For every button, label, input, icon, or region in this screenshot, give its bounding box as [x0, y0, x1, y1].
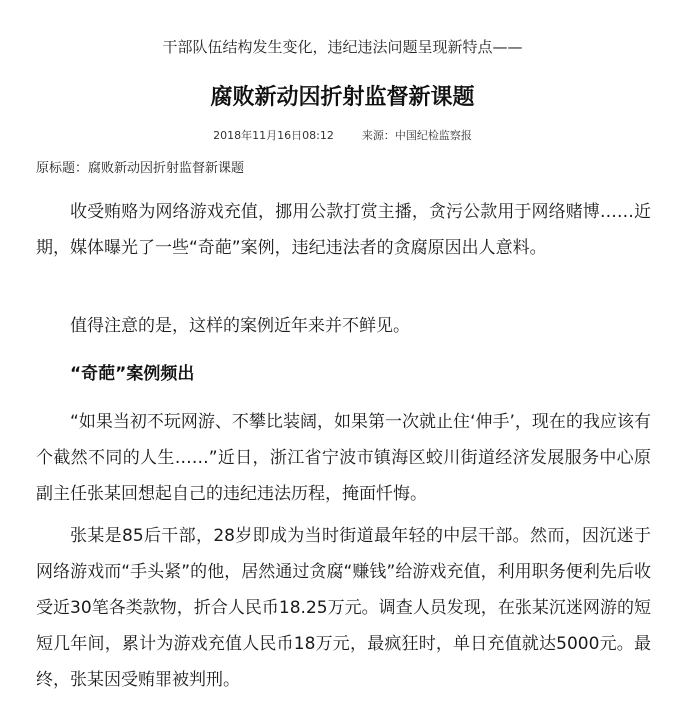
- article-headline: 腐败新动因折射监督新课题: [210, 85, 475, 110]
- paragraph-intro: 收受贿赂为网络游戏充值，挪用公款打赏主播，贪污公款用于网络赌博……近期，媒体曝光了一些“奇葩”案例，违纪违法者的贪腐原因出人意料。: [36, 202, 651, 258]
- section-heading: “奇葩”案例频出: [70, 364, 195, 384]
- paragraph-case: 张某是85后干部，28岁即成为当时街道最年轻的中层干部。然而，因沉迷于网络游戏而“手头紧”的他，居然通过贪腐“赚钱”给游戏充值，利用职务便利先后收受近30笔各类款物，折合人民币18.25万元。调查人员发现，在张某沉迷网游的短短几年间，累计为游戏充值人民币18万元，最疯狂时，单日充值就达5000元。最终，张某因受贿罪被判刑。: [36, 526, 651, 690]
- article-meta: [0, 128, 685, 144]
- publish-date: 2018年11月16日08:12: [213, 129, 334, 142]
- paragraph-note: 值得注意的是，这样的案例近年来并不鲜见。: [70, 316, 410, 336]
- paragraph-quote: “如果当初不玩网游、不攀比装阔，如果第一次就止住‘伸手’，现在的我应该有个截然不同的人生……”近日，浙江省宁波市镇海区蛟川街道经济发展服务中心原副主任张某回想起自己的违纪违法历程，掩面忏悔。: [36, 412, 651, 504]
- article-source: 来源：中国纪检监察报: [361, 129, 472, 142]
- original-title: 原标题：腐败新动因折射监督新课题: [36, 161, 245, 176]
- article-subtitle: 干部队伍结构发生变化，违纪违法问题呈现新特点——: [162, 38, 523, 56]
